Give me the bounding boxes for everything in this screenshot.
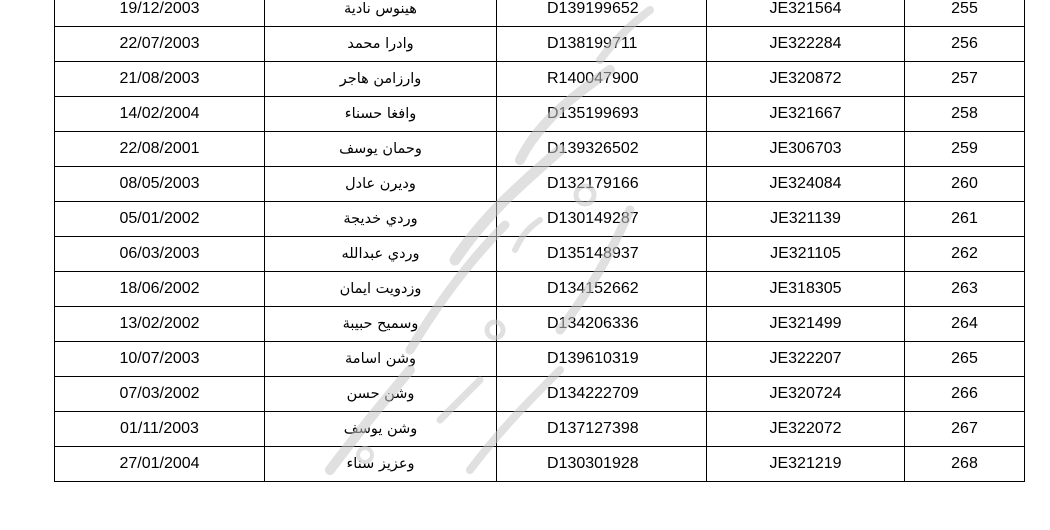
row-number-cell: 265 [905,342,1025,377]
table-row [55,27,1025,62]
cne-cell: D130149287 [497,202,707,237]
cin-cell: JE322207 [707,342,905,377]
cin-cell: JE322072 [707,412,905,447]
row-number-cell: 268 [905,447,1025,482]
cne-cell: D134206336 [497,307,707,342]
student-name-cell: وزدويت ايمان [265,272,497,307]
student-name-cell: وحمان يوسف [265,132,497,167]
cne-cell: D138199711 [497,27,707,62]
cin-cell: JE320872 [707,62,905,97]
row-number-cell: 264 [905,307,1025,342]
student-name-cell: وسميح حبيبة [265,307,497,342]
table-row [55,202,1025,237]
student-name-cell: وشن حسن [265,377,497,412]
table-row [55,97,1025,132]
student-name-cell: وردي عبدالله [265,237,497,272]
cin-cell: JE321564 [707,0,905,27]
cne-cell: D139610319 [497,342,707,377]
row-number-cell: 267 [905,412,1025,447]
student-name-cell: وردي خديجة [265,202,497,237]
student-list-table [54,0,1025,482]
student-name-cell: وارزامن هاجر [265,62,497,97]
table-row [55,342,1025,377]
cin-cell: JE306703 [707,132,905,167]
cne-cell: D134152662 [497,272,707,307]
row-number-cell: 259 [905,132,1025,167]
birth-date-cell: 06/03/2003 [55,237,265,272]
row-number-cell: 257 [905,62,1025,97]
cne-cell: D135199693 [497,97,707,132]
table-row [55,132,1025,167]
cin-cell: JE321499 [707,307,905,342]
cne-cell: D139326502 [497,132,707,167]
cne-cell: D135148937 [497,237,707,272]
student-name-cell: وعزيز سناء [265,447,497,482]
row-number-cell: 255 [905,0,1025,27]
cin-cell: JE320724 [707,377,905,412]
student-name-cell: وادرا محمد [265,27,497,62]
birth-date-cell: 08/05/2003 [55,167,265,202]
table-row [55,237,1025,272]
student-name-cell: وشن اسامة [265,342,497,377]
birth-date-cell: 22/07/2003 [55,27,265,62]
cne-cell: R140047900 [497,62,707,97]
row-number-cell: 260 [905,167,1025,202]
row-number-cell: 256 [905,27,1025,62]
student-name-cell: هينوس نادية [265,0,497,27]
row-number-cell: 266 [905,377,1025,412]
student-name-cell: وشن يوسف [265,412,497,447]
birth-date-cell: 14/02/2004 [55,97,265,132]
table-row [55,412,1025,447]
row-number-cell: 261 [905,202,1025,237]
student-name-cell: وديرن عادل [265,167,497,202]
birth-date-cell: 05/01/2002 [55,202,265,237]
table-row [55,272,1025,307]
cin-cell: JE321667 [707,97,905,132]
cne-cell: D139199652 [497,0,707,27]
cne-cell: D130301928 [497,447,707,482]
cin-cell: JE321219 [707,447,905,482]
table-body [55,0,1025,482]
table-row [55,447,1025,482]
birth-date-cell: 27/01/2004 [55,447,265,482]
birth-date-cell: 18/06/2002 [55,272,265,307]
cin-cell: JE324084 [707,167,905,202]
birth-date-cell: 19/12/2003 [55,0,265,27]
cin-cell: JE321105 [707,237,905,272]
cin-cell: JE321139 [707,202,905,237]
row-number-cell: 258 [905,97,1025,132]
row-number-cell: 262 [905,237,1025,272]
cin-cell: JE318305 [707,272,905,307]
birth-date-cell: 10/07/2003 [55,342,265,377]
birth-date-cell: 07/03/2002 [55,377,265,412]
table-row [55,167,1025,202]
birth-date-cell: 13/02/2002 [55,307,265,342]
table-row [55,307,1025,342]
cne-cell: D134222709 [497,377,707,412]
cne-cell: D132179166 [497,167,707,202]
table-row [55,0,1025,27]
birth-date-cell: 01/11/2003 [55,412,265,447]
row-number-cell: 263 [905,272,1025,307]
table-row [55,377,1025,412]
birth-date-cell: 22/08/2001 [55,132,265,167]
student-name-cell: وافغا حسناء [265,97,497,132]
table-row [55,62,1025,97]
birth-date-cell: 21/08/2003 [55,62,265,97]
cne-cell: D137127398 [497,412,707,447]
cin-cell: JE322284 [707,27,905,62]
